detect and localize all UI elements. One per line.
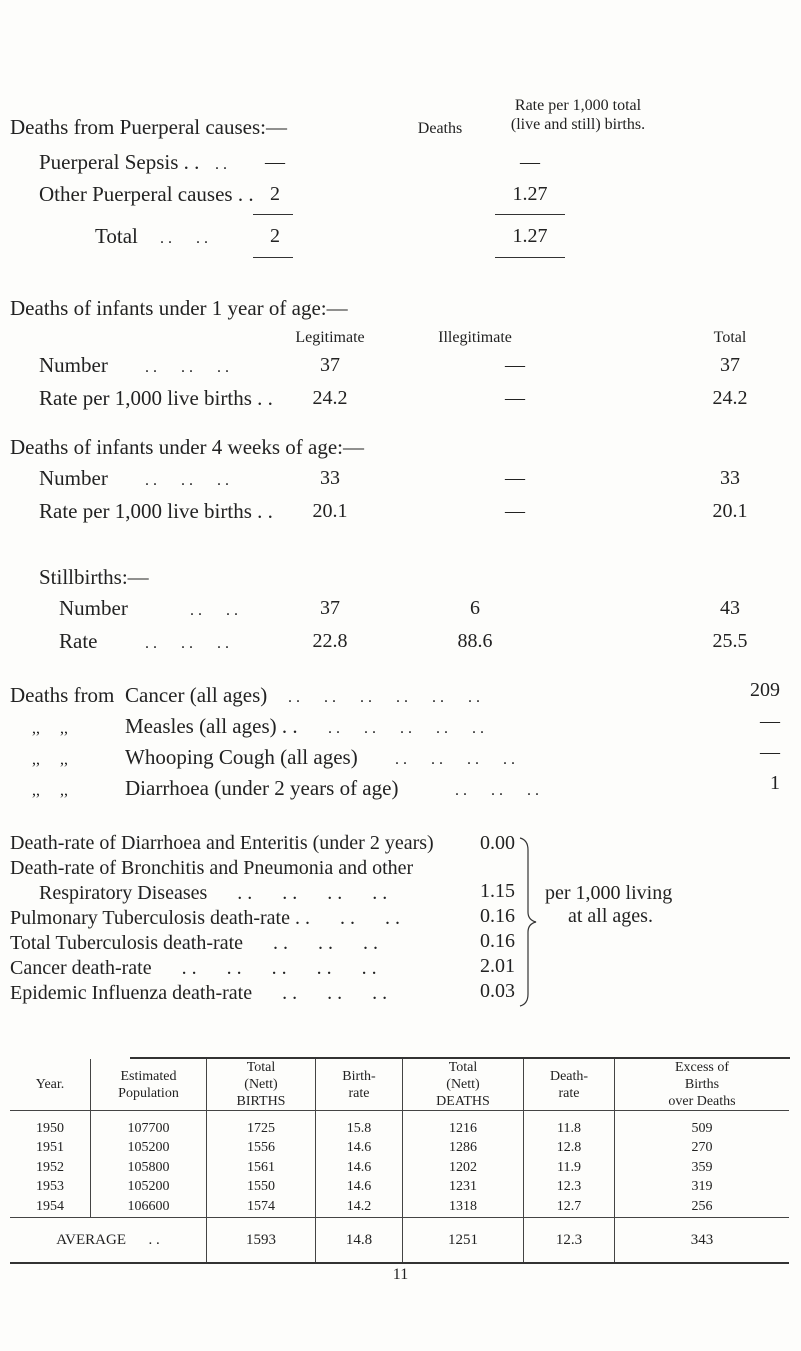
puerperal-total-label: Total <box>95 224 138 248</box>
cell-year: 1953 <box>36 1179 64 1195</box>
deaths-from-prefix: ,, ,, <box>32 720 68 737</box>
deaths-from-dots: . . . . . . . . . . <box>328 720 484 737</box>
header-deaths: Total (Nett) DEATHS <box>403 1059 524 1111</box>
stillbirths-row-dots: . . . . . . <box>145 635 229 652</box>
cell-death-rate: 11.9 <box>524 1158 615 1178</box>
infants-4wk-heading: Deaths of infants under 4 weeks of age:— <box>10 435 364 459</box>
cell-year: 1952 <box>36 1159 64 1175</box>
stillbirths-row-legit: 22.8 <box>312 630 348 652</box>
death-rate-label: Cancer death-rate . . . . . . . . . . <box>10 957 377 979</box>
infants-4wk-row-dots: . . . . . . <box>145 472 229 489</box>
deaths-from-value: 1 <box>770 772 780 794</box>
infants-4wk-row-illegit: — <box>505 467 525 489</box>
puerperal-total-rate: 1.27 <box>512 225 548 247</box>
infants-1yr-row-illegit: — <box>505 354 525 376</box>
header-birth-rate: Birth- rate <box>316 1059 403 1111</box>
deaths-from-label: Diarrhoea (under 2 years of age) <box>125 776 399 800</box>
cell-average-death-rate: 12.3 <box>524 1217 615 1264</box>
death-rate-note: at all ages. <box>568 905 653 927</box>
cell-population: 107700 <box>91 1111 207 1139</box>
cell-average-excess: 343 <box>615 1217 790 1264</box>
cell-year: 1951 <box>36 1140 64 1156</box>
table-row <box>10 1178 789 1198</box>
puerperal-row-label: Other Puerperal causes . . <box>39 182 254 206</box>
cell-population: 105200 <box>91 1139 207 1159</box>
deaths-from-prefix: Deaths from <box>10 683 115 707</box>
infants-1yr-row-label: Number <box>39 353 108 377</box>
puerperal-col-rate-line2: (live and still) births. <box>510 116 646 133</box>
cell-birth-rate: 14.6 <box>316 1158 403 1178</box>
cell-deaths: 1318 <box>403 1197 524 1217</box>
cell-population: 105200 <box>91 1178 207 1198</box>
infants-4wk-row-label: Rate per 1,000 live births . . <box>39 499 273 523</box>
deaths-from-value: 209 <box>750 679 780 701</box>
infants-1yr-row-total: 24.2 <box>712 387 748 409</box>
header-excess: Excess of Births over Deaths <box>615 1059 790 1111</box>
puerperal-row-dots: . . <box>215 156 227 173</box>
cell-excess: 319 <box>615 1178 790 1198</box>
infants-4wk-row-legit: 33 <box>320 467 340 489</box>
table-row <box>10 1158 789 1178</box>
deaths-from-dots: . . . . . . . . <box>395 751 515 768</box>
deaths-from-dots: . . . . . . <box>455 782 539 799</box>
deaths-from-value: — <box>760 741 780 763</box>
death-rate-note: per 1,000 living <box>545 882 673 904</box>
puerperal-total-dots: . . . . <box>160 230 208 247</box>
cell-death-rate: 12.3 <box>524 1178 615 1198</box>
right-brace <box>518 836 540 1008</box>
cell-births: 1561 <box>207 1158 316 1178</box>
stillbirths-row-dots: . . . . <box>190 602 238 619</box>
infants-1yr-heading: Deaths of infants under 1 year of age:— <box>10 296 348 320</box>
header-year: Year. <box>35 1077 65 1092</box>
infants-4wk-row-total: 20.1 <box>712 500 748 522</box>
death-rate-value: 0.16 <box>480 930 515 952</box>
puerperal-row-label: Puerperal Sepsis . . <box>39 150 200 174</box>
cell-birth-rate: 14.2 <box>316 1197 403 1217</box>
cell-population: 106600 <box>91 1197 207 1217</box>
cell-births: 1574 <box>207 1197 316 1217</box>
puerperal-col-rate-line1: Rate per 1,000 total <box>514 97 642 114</box>
table-row <box>10 1197 789 1217</box>
table-bottom-rule <box>10 1262 789 1264</box>
death-rate-value: 1.15 <box>480 880 515 902</box>
cell-average-label: AVERAGE . . <box>10 1217 207 1264</box>
header-death-rate: Death- rate <box>524 1059 615 1111</box>
infants-1yr-row-dots: . . . . . . <box>145 359 229 376</box>
cell-average-births: 1593 <box>207 1217 316 1264</box>
infants-4wk-row-illegit: — <box>505 500 525 522</box>
cell-population: 105800 <box>91 1158 207 1178</box>
header-births: Total (Nett) BIRTHS <box>207 1059 316 1111</box>
stillbirths-row-label: Number <box>59 596 128 620</box>
deaths-from-label: Measles (all ages) . . <box>125 714 298 738</box>
cell-year: 1954 <box>36 1198 64 1214</box>
cell-death-rate: 11.8 <box>524 1111 615 1139</box>
col-legitimate: Legitimate <box>295 329 365 346</box>
stillbirths-row-illegit: 6 <box>470 597 480 619</box>
puerperal-col-deaths: Deaths <box>417 120 463 137</box>
infants-1yr-row-illegit: — <box>505 387 525 409</box>
death-rate-value: 2.01 <box>480 955 515 977</box>
cell-birth-rate: 15.8 <box>316 1111 403 1139</box>
death-rate-label: Pulmonary Tuberculosis death-rate . . . . . . <box>10 907 400 929</box>
cell-birth-rate: 14.6 <box>316 1178 403 1198</box>
deaths-from-prefix: ,, ,, <box>32 782 68 799</box>
stillbirths-heading: Stillbirths:— <box>39 565 149 589</box>
cell-excess: 359 <box>615 1158 790 1178</box>
infants-4wk-row-total: 33 <box>720 467 740 489</box>
cell-deaths: 1286 <box>403 1139 524 1159</box>
deaths-from-dots: . . . . . . . . . . . . <box>288 689 480 706</box>
stillbirths-row-total: 43 <box>720 597 740 619</box>
col-illegitimate: Illegitimate <box>438 329 512 346</box>
death-rate-value: 0.16 <box>480 905 515 927</box>
cell-births: 1556 <box>207 1139 316 1159</box>
table-row <box>10 1111 789 1139</box>
cell-average-birth-rate: 14.8 <box>316 1217 403 1264</box>
puerperal-row-rate: — <box>520 151 540 173</box>
infants-1yr-row-label: Rate per 1,000 live births . . <box>39 386 273 410</box>
puerperal-total-rule <box>253 257 293 258</box>
stillbirths-row-total: 25.5 <box>712 630 748 652</box>
puerperal-row-rate: 1.27 <box>512 183 548 205</box>
cell-births: 1725 <box>207 1111 316 1139</box>
death-rate-label: Epidemic Influenza death-rate . . . . . . <box>10 982 388 1004</box>
cell-births: 1550 <box>207 1178 316 1198</box>
cell-excess: 270 <box>615 1139 790 1159</box>
stillbirths-row-legit: 37 <box>320 597 340 619</box>
death-rate-label: Respiratory Diseases . . . . . . . . <box>39 882 388 904</box>
vital-statistics-table <box>10 1059 789 1264</box>
puerperal-heading: Deaths from Puerperal causes:— <box>10 115 287 139</box>
puerperal-row-deaths: — <box>265 151 285 173</box>
cell-death-rate: 12.7 <box>524 1197 615 1217</box>
deaths-from-value: — <box>760 710 780 732</box>
cell-deaths: 1202 <box>403 1158 524 1178</box>
cell-deaths: 1231 <box>403 1178 524 1198</box>
cell-excess: 256 <box>615 1197 790 1217</box>
deaths-from-label: Cancer (all ages) <box>125 683 268 707</box>
infants-1yr-row-legit: 37 <box>320 354 340 376</box>
infants-1yr-row-total: 37 <box>720 354 740 376</box>
cell-deaths: 1216 <box>403 1111 524 1139</box>
table-row <box>10 1139 789 1159</box>
table-average-row <box>10 1217 789 1264</box>
cell-death-rate: 12.8 <box>524 1139 615 1159</box>
death-rate-label: Total Tuberculosis death-rate . . . . . . <box>10 932 378 954</box>
stillbirths-row-label: Rate <box>59 629 98 653</box>
col-total: Total <box>713 329 747 346</box>
cell-birth-rate: 14.6 <box>316 1139 403 1159</box>
header-population: Estimated Population <box>91 1059 207 1111</box>
table-header-row <box>10 1059 789 1111</box>
stillbirths-row-illegit: 88.6 <box>457 630 493 652</box>
infants-1yr-row-legit: 24.2 <box>312 387 348 409</box>
puerperal-total-rule <box>495 257 565 258</box>
infants-4wk-row-legit: 20.1 <box>312 500 348 522</box>
page-number: 11 <box>392 1266 409 1283</box>
cell-year: 1950 <box>36 1120 64 1136</box>
death-rate-label: Death-rate of Diarrhoea and Enteritis (under 2 years) <box>10 832 434 854</box>
death-rate-label: Death-rate of Bronchitis and Pneumonia and other <box>10 857 414 879</box>
puerperal-subtotal-rule <box>253 214 293 215</box>
infants-4wk-row-label: Number <box>39 466 108 490</box>
cell-excess: 509 <box>615 1111 790 1139</box>
deaths-from-label: Whooping Cough (all ages) <box>125 745 358 769</box>
deaths-from-prefix: ,, ,, <box>32 751 68 768</box>
puerperal-subtotal-rule <box>495 214 565 215</box>
cell-average-deaths: 1251 <box>403 1217 524 1264</box>
puerperal-row-deaths: 2 <box>270 183 280 205</box>
puerperal-total-deaths: 2 <box>270 225 280 247</box>
death-rate-value: 0.03 <box>480 980 515 1002</box>
death-rate-value: 0.00 <box>480 832 515 854</box>
